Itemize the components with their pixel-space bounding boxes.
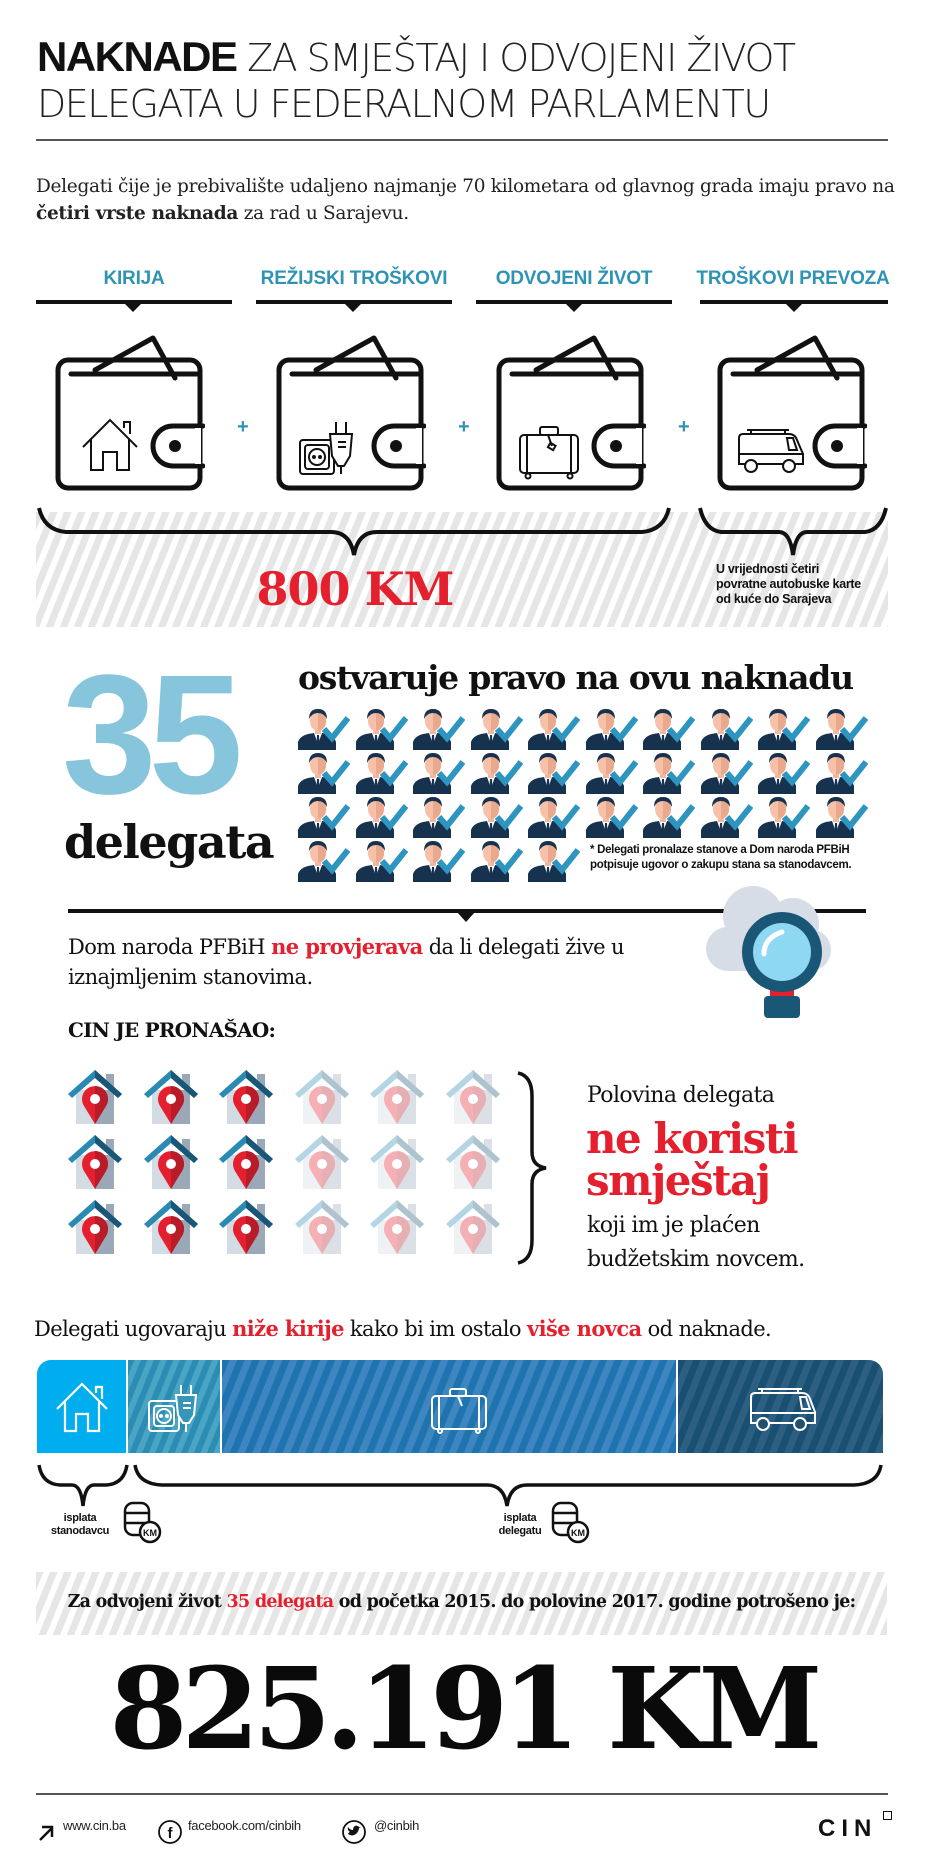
category-kirija: KIRIJA [103, 268, 165, 289]
house-location-icon [66, 1068, 124, 1126]
delegate-check-icon [469, 752, 523, 794]
delegate-check-icon [296, 752, 350, 794]
website-link[interactable]: www.cin.ba [63, 1818, 126, 1833]
house-location-icon [142, 1068, 200, 1126]
delegate-check-icon [411, 796, 465, 838]
category-rezijski: REŽIJSKI TROŠKOVI [260, 268, 448, 289]
verification-text-end: da li delegati žive u iznajmljenim stanovima. [68, 935, 624, 989]
house-location-faded-icon [444, 1068, 502, 1126]
delegate-check-icon [584, 708, 638, 750]
delegate-check-icon [641, 708, 695, 750]
house-location-icon [66, 1198, 124, 1256]
house-location-faded-icon [293, 1198, 351, 1256]
delegate-check-icon [814, 708, 868, 750]
house-icon [83, 420, 137, 470]
delegates-headline: ostvaruje pravo na ovu naknadu [298, 658, 853, 697]
delegate-check-icon [756, 752, 810, 794]
transport-note [716, 562, 896, 607]
suitcase-icon [430, 1386, 488, 1434]
delegate-check-icon [756, 708, 810, 750]
note-line: od kuće do Sarajeva [716, 592, 832, 606]
total-text: Za odvojeni život [67, 1592, 227, 1612]
label-line: delegatu [498, 1525, 542, 1537]
pointer-triangle [565, 303, 583, 312]
verification-statement [68, 932, 688, 992]
delegate-check-icon [641, 796, 695, 838]
total-highlight: 35 delegata [226, 1592, 334, 1612]
rent-text: Delegati ugovaraju [34, 1317, 233, 1341]
label-line: isplata [503, 1512, 537, 1524]
house-location-faded-icon [293, 1068, 351, 1126]
total-amount: 825.191 KM [109, 1644, 817, 1775]
delegate-check-icon [584, 796, 638, 838]
findings-red-line2: smještaj [586, 1156, 770, 1205]
delegate-check-icon [469, 708, 523, 750]
delegate-check-icon [814, 752, 868, 794]
delegate-check-icon [354, 708, 408, 750]
verification-text: Dom naroda PFBiH [68, 935, 272, 959]
intro-bold: četiri vrste naknada [36, 203, 239, 224]
intro-text-end: za rad u Sarajevu. [238, 203, 409, 224]
van-icon [739, 430, 803, 472]
findings-heading: CIN JE PRONAŠAO: [68, 1018, 276, 1042]
pointer-triangle [785, 303, 803, 312]
plug-socket-icon [146, 1383, 206, 1435]
delegate-check-icon [411, 752, 465, 794]
house-location-faded-icon [444, 1133, 502, 1191]
house-location-faded-icon [368, 1133, 426, 1191]
delegate-count-label: delegata [64, 815, 274, 869]
house-location-icon [66, 1133, 124, 1191]
delegate-check-icon [756, 796, 810, 838]
van-icon [748, 1386, 818, 1432]
rent-highlight-1: niže kirije [232, 1316, 344, 1341]
title-divider [36, 139, 888, 141]
delegate-check-icon [354, 752, 408, 794]
brace-delegate [132, 1462, 884, 1510]
label-line: isplata [63, 1512, 97, 1524]
page-title [37, 34, 795, 127]
wallet-van-icon [717, 332, 867, 492]
delegate-check-icon [469, 796, 523, 838]
total-text-end: od početka 2015. do polovine 2017. godine potrošeno je: [333, 1592, 856, 1612]
label-line: stanodavcu [50, 1525, 110, 1537]
house-location-icon [142, 1133, 200, 1191]
rent-text-mid: kako bi im ostalo [343, 1317, 527, 1341]
delegate-check-icon [526, 840, 580, 882]
coins-km-icon [550, 1500, 592, 1544]
twitter-link[interactable]: @cinbih [374, 1818, 420, 1833]
findings-red-line1: ne koristi [586, 1114, 798, 1163]
plus-sign: + [678, 416, 690, 438]
title-line2: DELEGATA U FEDERALNOM PARLAMENTU [37, 82, 770, 126]
house-location-icon [217, 1133, 275, 1191]
delegate-payment-label [485, 1512, 555, 1538]
wallet-house-icon [55, 332, 205, 492]
delegate-count: 35 [62, 640, 236, 830]
pointer-triangle [124, 303, 142, 312]
svg-text:f: f [167, 1825, 173, 1842]
delegate-check-icon [699, 796, 753, 838]
footnote-line: * Delegati pronalaze stanove a Dom naroda PFBiH [590, 844, 850, 856]
rent-statement [34, 1316, 771, 1341]
plus-sign: + [458, 416, 470, 438]
delegate-check-icon [526, 752, 580, 794]
footnote-line: potpisuje ugovor o zakupu stana sa stanodavcem. [590, 859, 852, 871]
delegate-check-icon [469, 840, 523, 882]
delegate-check-icon [584, 752, 638, 794]
brace-findings [514, 1070, 554, 1266]
delegate-check-icon [296, 840, 350, 882]
footer-divider [36, 1793, 888, 1795]
wallet-suitcase-icon [496, 332, 646, 492]
findings-line1: Polovina delegata [587, 1083, 775, 1108]
delegate-check-icon [526, 708, 580, 750]
wallet-utilities-icon [276, 332, 426, 492]
allowance-amount: 800 KM [256, 562, 454, 616]
delegate-check-icon [641, 752, 695, 794]
delegate-check-icon [699, 752, 753, 794]
coins-km-icon [122, 1500, 164, 1544]
facebook-icon[interactable] [157, 1819, 183, 1845]
delegate-check-icon [526, 796, 580, 838]
findings-line4: budžetskim novcem. [587, 1247, 805, 1272]
note-line: povratne autobuske karte [716, 577, 861, 591]
intro-text: Delegati čije je prebivalište udaljeno najmanje 70 kilometara od glavnog grada imaju pravo na [36, 176, 895, 197]
rent-text-end: od naknade. [641, 1317, 772, 1341]
category-prevoz: TROŠKOVI PREVOZA [696, 268, 890, 289]
cin-logo: CIN [818, 1815, 878, 1842]
plus-sign: + [237, 416, 249, 438]
house-icon [54, 1381, 110, 1433]
cin-logo-mark-icon [883, 1811, 892, 1820]
delegate-check-icon [814, 796, 868, 838]
arrow-link-icon [37, 1824, 55, 1842]
pointer-triangle [344, 303, 362, 312]
note-line: U vrijednosti četiri [716, 562, 820, 576]
svg-text:KM: KM [571, 1528, 585, 1538]
delegate-check-icon [296, 796, 350, 838]
rent-highlight-2: više novca [526, 1316, 642, 1341]
delegate-check-icon [411, 708, 465, 750]
delegate-check-icon [354, 796, 408, 838]
plug-socket-icon [300, 422, 352, 474]
brace-transport [697, 505, 889, 560]
total-statement [36, 1592, 887, 1612]
delegate-check-icon [354, 840, 408, 882]
facebook-link[interactable]: facebook.com/cinbih [188, 1818, 301, 1833]
title-line1-rest: ZA SMJEŠTAJ I ODVOJENI ŽIVOT [236, 36, 795, 80]
house-location-icon [217, 1198, 275, 1256]
suitcase-icon [520, 427, 578, 479]
title-bold: NAKNADE [37, 33, 237, 80]
intro-paragraph [36, 173, 896, 227]
house-location-faded-icon [368, 1198, 426, 1256]
category-odvojeni: ODVOJENI ŽIVOT [495, 268, 653, 289]
house-location-faded-icon [368, 1068, 426, 1126]
svg-text:KM: KM [143, 1528, 157, 1538]
landlord-payment-label [40, 1512, 120, 1538]
house-location-icon [217, 1068, 275, 1126]
verification-highlight: ne provjerava [271, 934, 423, 959]
magnifier-cloud-icon [698, 884, 838, 1020]
house-location-icon [142, 1198, 200, 1256]
delegate-check-icon [411, 840, 465, 882]
house-location-faded-icon [444, 1198, 502, 1256]
house-location-faded-icon [293, 1133, 351, 1191]
twitter-icon[interactable] [341, 1819, 367, 1845]
pointer-triangle [457, 912, 475, 922]
findings-line3: koji im je plaćen [587, 1213, 760, 1238]
delegates-footnote [590, 843, 851, 873]
brace-landlord [36, 1462, 130, 1510]
delegate-check-icon [699, 708, 753, 750]
delegate-check-icon [296, 708, 350, 750]
brace-three-allowances [36, 505, 672, 560]
